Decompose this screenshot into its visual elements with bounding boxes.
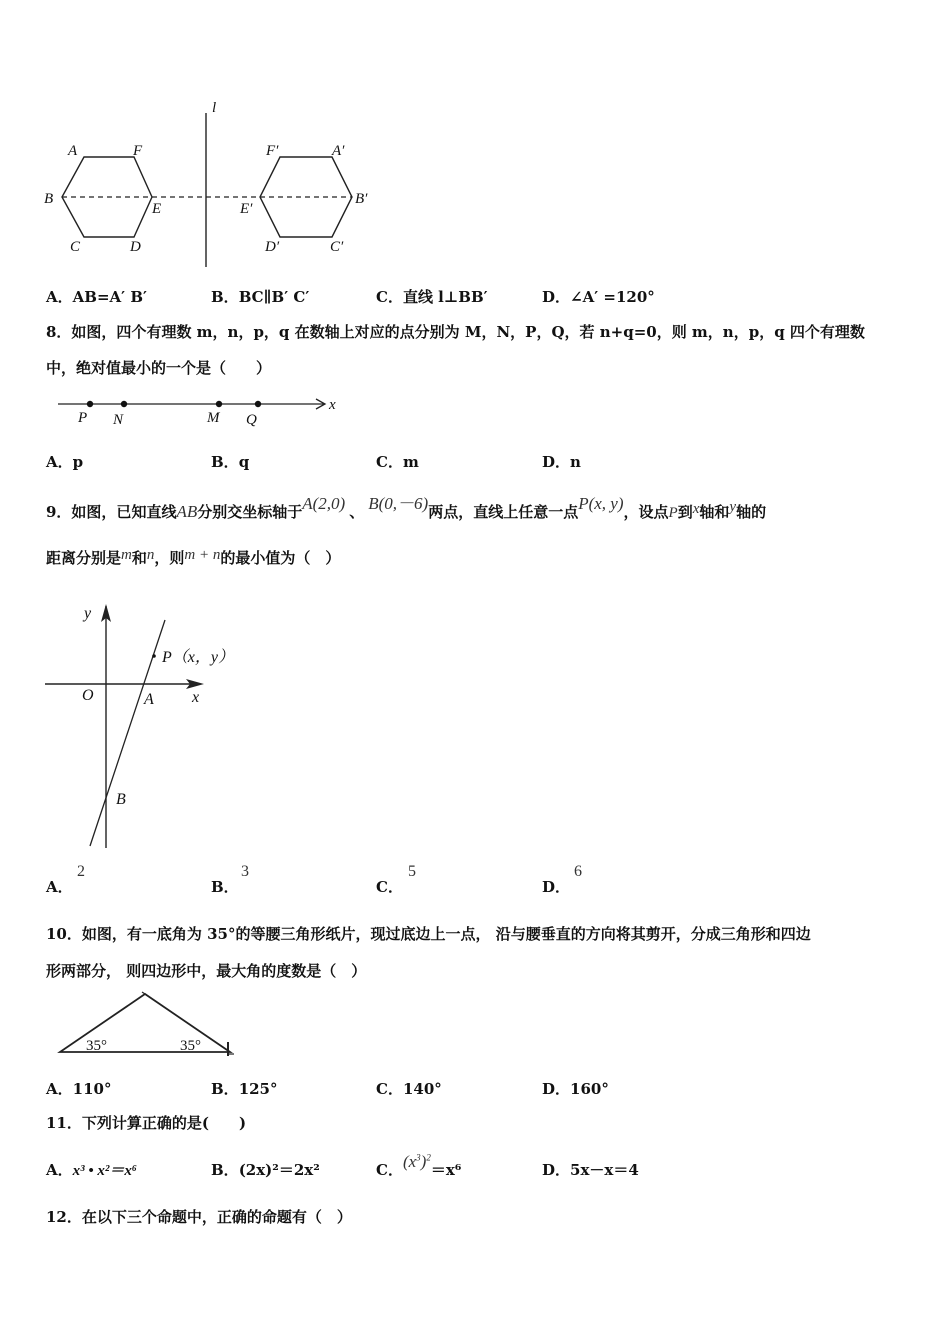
option-text: BC∥B′ C′ bbox=[238, 288, 310, 306]
option-text: 160° bbox=[570, 1080, 609, 1098]
option-key: D． bbox=[542, 453, 571, 471]
option-text: (2x)²＝2x² bbox=[238, 1161, 320, 1179]
q7-option-b[interactable] bbox=[211, 286, 309, 307]
q7-option-a[interactable] bbox=[46, 286, 147, 307]
label-F-prime: F′ bbox=[266, 143, 279, 159]
option-math-outer-exponent: 2 bbox=[426, 1152, 431, 1163]
option-text: 125° bbox=[238, 1080, 278, 1098]
option-key: C． bbox=[376, 453, 403, 471]
q9-stem-line2 bbox=[46, 547, 340, 568]
q9-text: 9．如图，已知直线 bbox=[46, 503, 177, 521]
option-text: n bbox=[570, 453, 581, 471]
option-key: A． bbox=[46, 453, 73, 471]
angle-right-label: 35° bbox=[180, 1038, 201, 1054]
q9-option-d[interactable] bbox=[542, 862, 602, 896]
q9-math-y: y bbox=[729, 499, 737, 515]
q9-text: 分别交坐标轴于 bbox=[197, 503, 303, 521]
graph-x-label: x bbox=[192, 689, 200, 706]
q10-option-b[interactable] bbox=[211, 1078, 278, 1099]
q11-option-c[interactable] bbox=[376, 1152, 462, 1180]
q9-text: 的最小值为（ ） bbox=[220, 549, 341, 567]
q8-option-c[interactable] bbox=[376, 451, 419, 472]
option-key: A． bbox=[46, 878, 73, 896]
q9-option-a[interactable] bbox=[46, 862, 106, 896]
q9-math-point-p: P(x, y) bbox=[578, 494, 624, 513]
q9-text: ，设点 bbox=[623, 503, 669, 521]
option-key: D． bbox=[542, 878, 571, 896]
number-line-figure bbox=[52, 392, 352, 432]
graph-point-A-label: A bbox=[144, 691, 154, 708]
q8-option-d[interactable] bbox=[542, 451, 581, 472]
q10-option-c[interactable] bbox=[376, 1078, 442, 1099]
q11-option-d[interactable] bbox=[542, 1159, 639, 1180]
option-text: 直线 l⊥BB′ bbox=[402, 288, 488, 306]
option-key: D． bbox=[542, 288, 571, 306]
q9-text: 和 bbox=[131, 549, 147, 567]
q11-stem: 11．下列计算正确的是( ) bbox=[46, 1114, 247, 1132]
q9-text: 轴的 bbox=[736, 503, 767, 521]
option-text: 2 bbox=[77, 863, 85, 880]
angle-left-label: 35° bbox=[86, 1038, 107, 1054]
label-E-prime: E′ bbox=[240, 201, 253, 217]
q9-math-point-a: A(2,0) bbox=[302, 494, 346, 513]
point-N-label: N bbox=[113, 412, 124, 428]
option-key: B． bbox=[211, 1161, 239, 1179]
axis-x-label: x bbox=[329, 397, 336, 413]
point-N bbox=[121, 401, 127, 407]
q9-math-m: m bbox=[121, 547, 132, 563]
point-M bbox=[216, 401, 222, 407]
q8-option-a[interactable] bbox=[46, 451, 83, 472]
option-key: C． bbox=[376, 288, 403, 306]
option-key: A． bbox=[46, 1161, 73, 1179]
graph-y-label: y bbox=[84, 605, 92, 622]
label-B: B bbox=[44, 191, 54, 207]
q9-math-p: P bbox=[668, 505, 678, 521]
option-key: C． bbox=[376, 1080, 403, 1098]
label-C: C bbox=[70, 239, 81, 255]
option-key: B． bbox=[211, 878, 239, 896]
option-text: 3 bbox=[241, 863, 249, 880]
q9-math-ab: AB bbox=[176, 502, 198, 521]
label-D: D bbox=[130, 239, 141, 255]
option-text: ∠A′ =120° bbox=[570, 288, 655, 306]
q8-option-b[interactable] bbox=[211, 451, 249, 472]
q9-option-c[interactable] bbox=[376, 862, 436, 896]
option-text: 110° bbox=[72, 1080, 112, 1098]
point-P-dot bbox=[152, 654, 156, 658]
graph-point-P-label: P（x，y） bbox=[162, 649, 234, 666]
label-E: E bbox=[152, 201, 162, 217]
q11-option-a[interactable] bbox=[46, 1159, 137, 1180]
point-Q-label: Q bbox=[246, 412, 257, 428]
point-M-label: M bbox=[207, 410, 220, 426]
option-key: C． bbox=[376, 878, 403, 896]
q9-text: 轴和 bbox=[699, 503, 730, 521]
option-key: C． bbox=[376, 1161, 403, 1179]
q8-stem-line2: 中，绝对值最小的一个是（ ） bbox=[46, 359, 272, 377]
option-text: m bbox=[402, 453, 419, 471]
q11-option-b[interactable] bbox=[211, 1159, 320, 1180]
q10-option-a[interactable] bbox=[46, 1078, 111, 1099]
isosceles-triangle-figure bbox=[56, 988, 246, 1058]
point-P-label: P bbox=[78, 410, 88, 426]
option-text: 140° bbox=[402, 1080, 442, 1098]
option-key: B． bbox=[211, 1080, 239, 1098]
label-A: A bbox=[68, 143, 78, 159]
option-math-base: (x bbox=[402, 1152, 417, 1171]
label-D-prime: D′ bbox=[265, 239, 280, 255]
label-A-prime: A′ bbox=[332, 143, 345, 159]
hexagon-reflection-figure bbox=[40, 95, 385, 270]
q7-option-c[interactable] bbox=[376, 286, 488, 307]
option-text: 5x－x＝4 bbox=[570, 1161, 639, 1179]
label-F: F bbox=[133, 143, 143, 159]
coordinate-graph-figure bbox=[40, 598, 260, 850]
q12-stem: 12．在以下三个命题中，正确的命题有（ ） bbox=[46, 1208, 352, 1226]
point-Q bbox=[255, 401, 261, 407]
option-key: D． bbox=[542, 1161, 571, 1179]
option-text: 6 bbox=[574, 863, 582, 880]
q9-math-point-b: B(0,－6) bbox=[368, 494, 429, 513]
option-key: A． bbox=[46, 1080, 73, 1098]
q9-math-n: n bbox=[146, 547, 155, 563]
point-P bbox=[87, 401, 93, 407]
q10-stem-line1: 10．如图，有一底角为 35°的等腰三角形纸片，现过底边上一点， 沿与腰垂直的方向将其剪开，分成三角形和四边 bbox=[46, 925, 811, 943]
q9-text: 两点，直线上任意一点 bbox=[428, 503, 579, 521]
option-math-close: ) bbox=[420, 1152, 427, 1171]
option-key: D． bbox=[542, 1080, 571, 1098]
q9-text: 、 bbox=[349, 503, 365, 521]
mirror-line-label: l bbox=[212, 100, 217, 116]
q9-text: 距离分别是 bbox=[46, 549, 122, 567]
label-B-prime: B′ bbox=[355, 191, 368, 207]
q10-stem-line2: 形两部分， 则四边形中，最大角的度数是（ ） bbox=[46, 962, 367, 980]
graph-point-B-label: B bbox=[116, 791, 126, 808]
option-text: AB=A′ B′ bbox=[72, 288, 147, 306]
q9-math-m-plus-n: m + n bbox=[184, 547, 221, 563]
option-key: B． bbox=[211, 453, 239, 471]
option-text: p bbox=[72, 453, 84, 471]
line-ab bbox=[90, 620, 165, 846]
option-text: x³ • x²＝x⁶ bbox=[72, 1163, 138, 1179]
q9-text: ，则 bbox=[154, 549, 185, 567]
q9-stem-line1 bbox=[46, 494, 767, 522]
option-text: 5 bbox=[408, 863, 416, 880]
q7-option-d[interactable] bbox=[542, 286, 655, 307]
q9-text: 到 bbox=[677, 503, 693, 521]
q8-stem-line1: 8．如图，四个有理数 m，n，p，q 在数轴上对应的点分别为 M，N，P，Q，若 n+q=0，则 m，n，p，q 四个有理数 bbox=[46, 323, 865, 341]
option-key: A． bbox=[46, 288, 73, 306]
option-math-inner-exponent: 3 bbox=[416, 1152, 421, 1163]
label-C-prime: C′ bbox=[330, 239, 344, 255]
option-key: B． bbox=[211, 288, 239, 306]
option-text: ＝x⁶ bbox=[430, 1161, 462, 1179]
q9-option-b[interactable] bbox=[211, 862, 271, 896]
q10-option-d[interactable] bbox=[542, 1078, 609, 1099]
option-text: q bbox=[238, 453, 250, 471]
graph-origin-label: O bbox=[82, 687, 94, 704]
q9-math-x: x bbox=[692, 501, 700, 517]
